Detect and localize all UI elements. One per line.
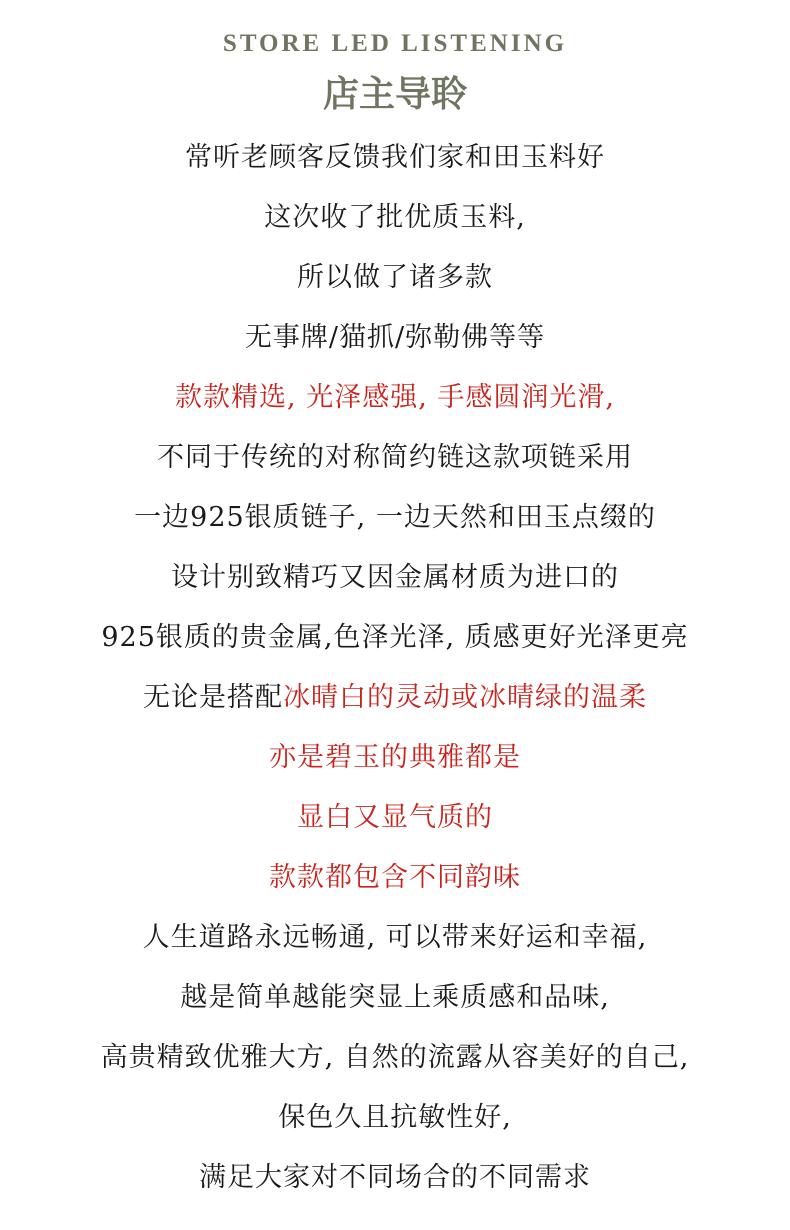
description-line: 一边925银质链子, 一边天然和田玉点缀的 (134, 502, 656, 533)
description-line: 不同于传统的对称简约链这款项链采用 (157, 442, 633, 473)
description-line: 越是简单越能突显上乘质感和品味, (180, 982, 610, 1013)
line-highlight-text: 冰晴白的灵动或冰晴绿的温柔 (283, 682, 647, 713)
description-line: 保色久且抗敏性好, (278, 1102, 512, 1133)
description-line: 高贵精致优雅大方, 自然的流露从容美好的自己, (100, 1042, 690, 1073)
description-line: 这次收了批优质玉料, (264, 202, 526, 233)
description-line-mixed (0, 668, 790, 728)
description-lines (0, 128, 790, 1208)
description-line-highlight: 款款精选, 光泽感强, 手感圆润光滑, (175, 382, 615, 413)
section-title: 店主导聆 (322, 73, 467, 115)
description-line-highlight: 款款都包含不同韵味 (269, 862, 521, 893)
section-eyebrow: STORE LED LISTENING (222, 30, 568, 57)
description-line-highlight: 显白又显气质的 (297, 802, 493, 833)
description-line: 常听老顾客反馈我们家和田玉料好 (185, 142, 605, 173)
description-line: 设计别致精巧又因金属材质为进口的 (171, 562, 619, 593)
description-line: 所以做了诸多款 (297, 262, 493, 293)
description-line: 无事牌/猫抓/弥勒佛等等 (244, 322, 546, 353)
line-lead-text: 无论是搭配 (143, 682, 283, 713)
description-line-highlight: 亦是碧玉的典雅都是 (269, 742, 521, 773)
description-line: 925银质的贵金属,色泽光泽, 质感更好光泽更亮 (101, 622, 689, 653)
description-line: 人生道路永远畅通, 可以带来好运和幸福, (142, 922, 648, 953)
description-line: 满足大家对不同场合的不同需求 (199, 1162, 591, 1193)
